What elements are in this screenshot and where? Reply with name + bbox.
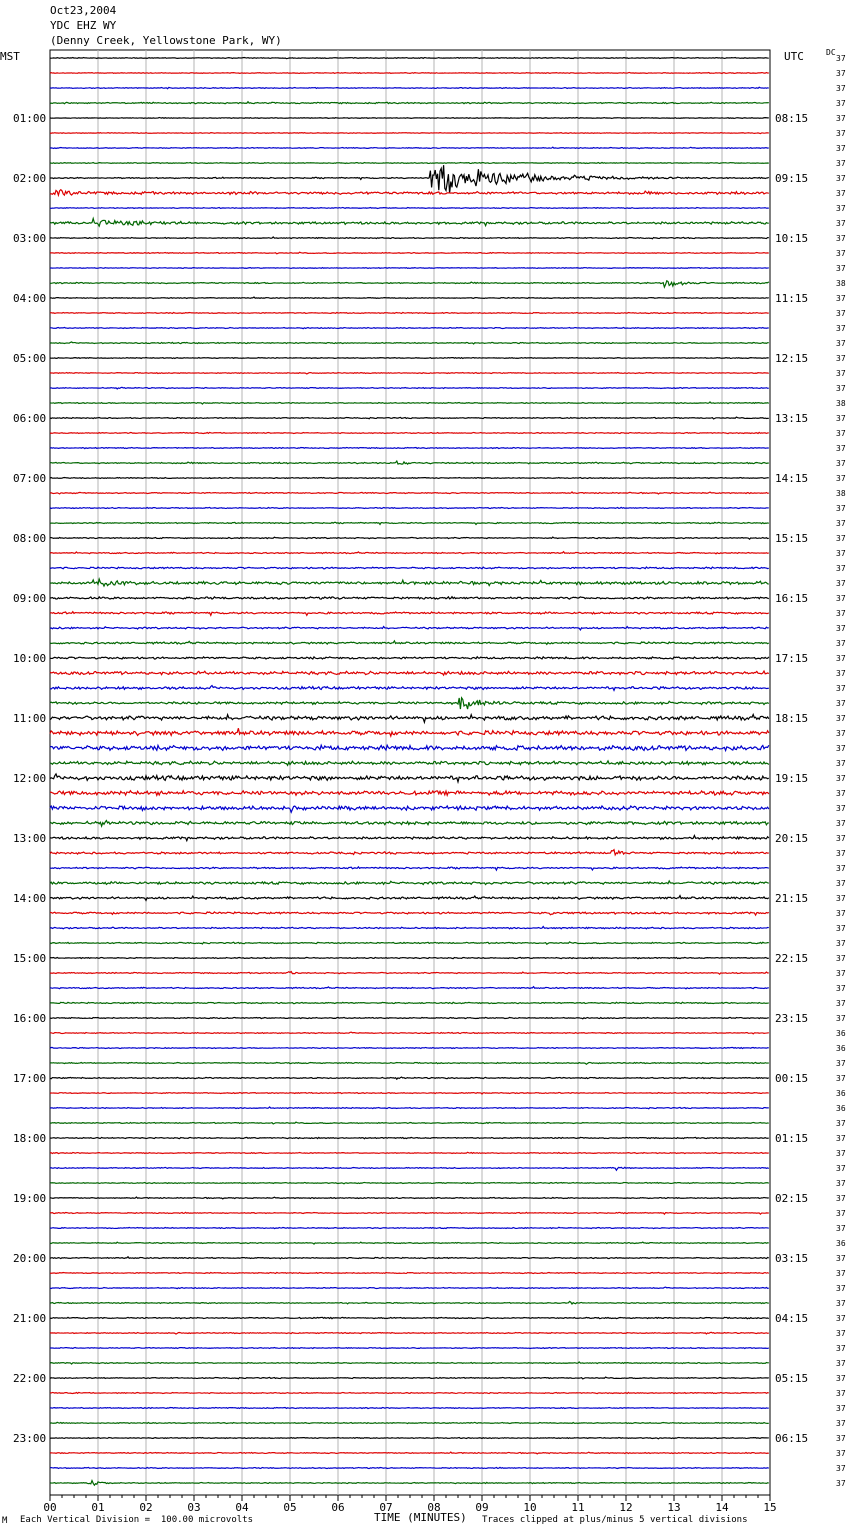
trace-line xyxy=(50,492,769,494)
dc-offset-value: 37 xyxy=(836,1329,846,1338)
x-tick-label: 03 xyxy=(187,1501,201,1514)
left-hour-label: 21:00 xyxy=(13,1312,47,1325)
trace-line xyxy=(50,597,769,600)
trace-line xyxy=(50,1152,769,1153)
trace-line xyxy=(50,942,769,944)
header-location: (Denny Creek, Yellowstone Park, WY) xyxy=(50,34,282,47)
dc-offset-value: 38 xyxy=(836,279,846,288)
dc-offset-value: 37 xyxy=(836,1374,846,1383)
x-tick-label: 08 xyxy=(427,1501,441,1514)
left-hour-label: 18:00 xyxy=(13,1132,47,1145)
trace-line xyxy=(50,821,769,827)
trace-line xyxy=(50,477,769,478)
right-hour-label: 14:15 xyxy=(775,472,809,485)
trace-line xyxy=(50,715,769,723)
trace-line xyxy=(50,387,769,389)
trace-line xyxy=(50,1212,769,1214)
dc-offset-value: 37 xyxy=(836,1404,846,1413)
dc-offset-value: 37 xyxy=(836,639,846,648)
dc-offset-value: 37 xyxy=(836,459,846,468)
left-hour-label: 19:00 xyxy=(13,1192,47,1205)
trace-line xyxy=(50,1467,769,1468)
dc-offset-value: 37 xyxy=(836,1149,846,1158)
dc-offset-value: 37 xyxy=(836,234,846,243)
header-date: Oct23,2004 xyxy=(50,4,117,17)
dc-offset-value: 37 xyxy=(836,984,846,993)
dc-offset-value: 37 xyxy=(836,729,846,738)
trace-line xyxy=(50,268,769,269)
left-hour-label: 04:00 xyxy=(13,292,47,305)
trace-line xyxy=(50,1257,769,1259)
dc-offset-value: 37 xyxy=(836,474,846,483)
trace-line xyxy=(50,190,769,195)
dc-offset-value: 37 xyxy=(836,69,846,78)
trace-line xyxy=(50,1362,769,1364)
dc-offset-value: 37 xyxy=(836,1164,846,1173)
trace-line xyxy=(50,447,769,448)
trace-line xyxy=(50,1332,769,1334)
left-hour-label: 07:00 xyxy=(13,472,47,485)
right-hour-label: 21:15 xyxy=(775,892,809,905)
dc-offset-value: 36 xyxy=(836,1239,846,1248)
right-hour-label: 02:15 xyxy=(775,1192,809,1205)
trace-line xyxy=(50,417,769,419)
dc-offset-value: 37 xyxy=(836,669,846,678)
dc-offset-value: 37 xyxy=(836,549,846,558)
left-hour-label: 20:00 xyxy=(13,1252,47,1265)
right-hour-label: 19:15 xyxy=(775,772,809,785)
dc-offset-value: 37 xyxy=(836,774,846,783)
dc-offset-value: 37 xyxy=(836,879,846,888)
trace-line xyxy=(50,522,769,524)
right-timezone-label: UTC xyxy=(784,50,804,63)
trace-line xyxy=(50,218,769,226)
dc-offset-value: 37 xyxy=(836,264,846,273)
trace-line xyxy=(50,881,769,885)
dc-offset-value: 37 xyxy=(836,369,846,378)
left-hour-label: 03:00 xyxy=(13,232,47,245)
left-hour-label: 02:00 xyxy=(13,172,47,185)
x-tick-label: 02 xyxy=(139,1501,153,1514)
dc-offset-value: 37 xyxy=(836,699,846,708)
footer-scale-note: Each Vertical Division = 100.00 microvolts xyxy=(20,1515,253,1525)
left-hour-label: 15:00 xyxy=(13,952,47,965)
dc-offset-value: 37 xyxy=(836,1419,846,1428)
trace-line xyxy=(50,1452,769,1454)
trace-line xyxy=(50,358,769,359)
trace-line xyxy=(50,728,769,736)
x-tick-label: 15 xyxy=(763,1501,777,1514)
trace-line xyxy=(50,1122,769,1124)
dc-offset-value: 37 xyxy=(836,609,846,618)
dc-offset-value: 36 xyxy=(836,1029,846,1038)
trace-line xyxy=(50,1437,769,1438)
trace-line xyxy=(50,1137,769,1138)
dc-offset-value: 37 xyxy=(836,864,846,873)
trace-line xyxy=(50,402,769,404)
trace-line xyxy=(50,1227,769,1228)
trace-line xyxy=(50,1017,769,1018)
dc-offset-value: 37 xyxy=(836,1344,846,1353)
dc-offset-value: 37 xyxy=(836,1119,846,1128)
footer-corner-mark: M xyxy=(2,1516,8,1526)
right-hour-label: 03:15 xyxy=(775,1252,809,1265)
x-tick-label: 05 xyxy=(283,1501,297,1514)
dc-offset-value: 37 xyxy=(836,534,846,543)
x-axis-title: TIME (MINUTES) xyxy=(374,1511,467,1524)
trace-line xyxy=(50,835,769,840)
dc-offset-value: 37 xyxy=(836,354,846,363)
dc-offset-value: 37 xyxy=(836,624,846,633)
right-hour-label: 04:15 xyxy=(775,1312,809,1325)
trace-line xyxy=(50,912,769,915)
dc-offset-value: 37 xyxy=(836,819,846,828)
left-hour-label: 13:00 xyxy=(13,832,47,845)
x-tick-label: 10 xyxy=(523,1501,537,1514)
trace-line xyxy=(50,686,769,691)
x-tick-label: 00 xyxy=(43,1501,57,1514)
dc-offset-value: 37 xyxy=(836,114,846,123)
dc-offset-value: 37 xyxy=(836,519,846,528)
dc-offset-value: 37 xyxy=(836,1434,846,1443)
right-hour-label: 15:15 xyxy=(775,532,809,545)
dc-offset-value: 38 xyxy=(836,399,846,408)
dc-offset-value: 37 xyxy=(836,339,846,348)
trace-line xyxy=(50,957,769,958)
dc-offset-value: 37 xyxy=(836,219,846,228)
trace-line xyxy=(50,312,769,313)
dc-label: DC xyxy=(826,48,836,57)
trace-line xyxy=(50,671,769,675)
trace-line xyxy=(50,1377,769,1379)
dc-offset-value: 37 xyxy=(836,834,846,843)
dc-offset-value: 37 xyxy=(836,1014,846,1023)
trace-line xyxy=(50,1167,769,1170)
trace-line xyxy=(50,1392,769,1393)
dc-offset-value: 37 xyxy=(836,99,846,108)
right-hour-label: 18:15 xyxy=(775,712,809,725)
left-timezone-label: MST xyxy=(0,50,20,63)
dc-offset-value: 37 xyxy=(836,654,846,663)
trace-line xyxy=(50,162,769,163)
x-tick-label: 01 xyxy=(91,1501,105,1514)
dc-offset-value: 37 xyxy=(836,144,846,153)
dc-offset-value: 37 xyxy=(836,714,846,723)
trace-line xyxy=(50,850,769,855)
dc-offset-value: 37 xyxy=(836,444,846,453)
trace-line xyxy=(50,1197,769,1199)
dc-offset-value: 37 xyxy=(836,954,846,963)
left-hour-label: 22:00 xyxy=(13,1372,47,1385)
trace-line xyxy=(50,1242,769,1244)
trace-line xyxy=(50,537,769,539)
dc-offset-value: 37 xyxy=(836,909,846,918)
dc-offset-value: 37 xyxy=(836,1254,846,1263)
trace-line xyxy=(50,1347,769,1348)
dc-offset-value: 37 xyxy=(836,1134,846,1143)
trace-line xyxy=(50,102,769,104)
x-tick-label: 04 xyxy=(235,1501,249,1514)
dc-offset-value: 37 xyxy=(836,684,846,693)
trace-line xyxy=(50,133,769,134)
left-hour-label: 09:00 xyxy=(13,592,47,605)
dc-offset-value: 37 xyxy=(836,894,846,903)
trace-line xyxy=(50,207,769,208)
x-tick-label: 11 xyxy=(571,1501,585,1514)
trace-line xyxy=(50,237,769,239)
dc-offset-value: 37 xyxy=(836,384,846,393)
trace-line xyxy=(50,327,769,328)
right-hour-label: 23:15 xyxy=(775,1012,809,1025)
trace-line xyxy=(50,579,769,586)
left-hour-label: 06:00 xyxy=(13,412,47,425)
dc-offset-value: 37 xyxy=(836,1269,846,1278)
trace-line xyxy=(50,745,769,750)
trace-line xyxy=(50,612,769,616)
trace-line xyxy=(50,432,769,433)
right-hour-label: 00:15 xyxy=(775,1072,809,1085)
trace-line xyxy=(50,791,769,796)
dc-offset-value: 37 xyxy=(836,249,846,258)
trace-line xyxy=(50,926,769,928)
x-tick-label: 07 xyxy=(379,1501,393,1514)
trace-line xyxy=(50,117,769,118)
dc-offset-value: 37 xyxy=(836,414,846,423)
x-tick-label: 09 xyxy=(475,1501,489,1514)
right-hour-label: 05:15 xyxy=(775,1372,809,1385)
trace-line xyxy=(50,896,769,901)
left-hour-label: 17:00 xyxy=(13,1072,47,1085)
dc-offset-value: 37 xyxy=(836,1059,846,1068)
trace-line xyxy=(50,281,769,287)
trace-line xyxy=(50,87,769,88)
right-hour-label: 06:15 xyxy=(775,1432,809,1445)
dc-offset-value: 37 xyxy=(836,579,846,588)
dc-offset-value: 37 xyxy=(836,204,846,213)
x-tick-label: 12 xyxy=(619,1501,633,1514)
dc-offset-value: 37 xyxy=(836,1074,846,1083)
dc-offset-value: 37 xyxy=(836,1464,846,1473)
dc-offset-value: 37 xyxy=(836,789,846,798)
dc-offset-value: 37 xyxy=(836,939,846,948)
dc-offset-value: 37 xyxy=(836,429,846,438)
dc-offset-value: 37 xyxy=(836,1299,846,1308)
trace-line xyxy=(50,641,769,645)
trace-line xyxy=(50,698,769,709)
trace-line xyxy=(50,627,769,630)
trace-line xyxy=(50,806,769,812)
dc-offset-value: 37 xyxy=(836,129,846,138)
right-hour-label: 12:15 xyxy=(775,352,809,365)
dc-offset-value: 37 xyxy=(836,84,846,93)
dc-offset-value: 37 xyxy=(836,174,846,183)
trace-line xyxy=(50,867,769,870)
trace-line xyxy=(50,1272,769,1273)
dc-offset-value: 37 xyxy=(836,759,846,768)
dc-offset-value: 37 xyxy=(836,969,846,978)
right-hour-label: 13:15 xyxy=(775,412,809,425)
dc-offset-value: 37 xyxy=(836,1209,846,1218)
trace-line xyxy=(50,373,769,374)
plot-frame xyxy=(50,50,770,1495)
dc-offset-value: 37 xyxy=(836,804,846,813)
trace-line xyxy=(50,1301,769,1304)
right-hour-label: 11:15 xyxy=(775,292,809,305)
trace-line xyxy=(50,657,769,659)
trace-line xyxy=(50,567,769,569)
dc-offset-value: 37 xyxy=(836,744,846,753)
right-hour-label: 09:15 xyxy=(775,172,809,185)
dc-offset-value: 36 xyxy=(836,1104,846,1113)
right-hour-label: 10:15 xyxy=(775,232,809,245)
right-hour-label: 16:15 xyxy=(775,592,809,605)
dc-offset-value: 37 xyxy=(836,1389,846,1398)
trace-line xyxy=(50,1032,769,1034)
dc-offset-value: 37 xyxy=(836,1179,846,1188)
trace-line xyxy=(50,342,769,344)
left-hour-label: 01:00 xyxy=(13,112,47,125)
left-hour-label: 12:00 xyxy=(13,772,47,785)
trace-line xyxy=(50,297,769,299)
dc-offset-value: 37 xyxy=(836,54,846,63)
trace-line xyxy=(50,1077,769,1079)
trace-line xyxy=(50,972,769,975)
trace-line xyxy=(50,165,769,193)
dc-offset-value: 37 xyxy=(836,999,846,1008)
right-hour-label: 22:15 xyxy=(775,952,809,965)
dc-offset-value: 37 xyxy=(836,309,846,318)
x-tick-label: 06 xyxy=(331,1501,345,1514)
left-hour-label: 23:00 xyxy=(13,1432,47,1445)
dc-offset-value: 37 xyxy=(836,1449,846,1458)
dc-offset-value: 37 xyxy=(836,1314,846,1323)
trace-line xyxy=(50,1062,769,1064)
dc-offset-value: 37 xyxy=(836,849,846,858)
trace-line xyxy=(50,147,769,149)
trace-line xyxy=(50,507,769,508)
trace-line xyxy=(50,1287,769,1289)
dc-offset-value: 37 xyxy=(836,189,846,198)
dc-offset-value: 37 xyxy=(836,1479,846,1488)
left-hour-label: 08:00 xyxy=(13,532,47,545)
right-hour-label: 20:15 xyxy=(775,832,809,845)
trace-line xyxy=(50,1107,769,1109)
dc-offset-value: 37 xyxy=(836,564,846,573)
x-tick-label: 13 xyxy=(667,1501,681,1514)
dc-offset-value: 37 xyxy=(836,159,846,168)
dc-offset-value: 37 xyxy=(836,1194,846,1203)
dc-offset-value: 38 xyxy=(836,489,846,498)
right-hour-label: 01:15 xyxy=(775,1132,809,1145)
trace-line xyxy=(50,58,769,59)
trace-line xyxy=(50,1481,769,1486)
trace-line xyxy=(50,1422,769,1423)
right-hour-label: 17:15 xyxy=(775,652,809,665)
trace-line xyxy=(50,1317,769,1318)
trace-line xyxy=(50,761,769,765)
right-hour-label: 08:15 xyxy=(775,112,809,125)
dc-offset-value: 36 xyxy=(836,1089,846,1098)
trace-line xyxy=(50,552,769,554)
left-hour-label: 05:00 xyxy=(13,352,47,365)
dc-offset-value: 37 xyxy=(836,324,846,333)
dc-offset-value: 37 xyxy=(836,924,846,933)
trace-line xyxy=(50,1407,769,1408)
trace-line xyxy=(50,252,769,254)
x-tick-label: 14 xyxy=(715,1501,729,1514)
dc-offset-value: 37 xyxy=(836,1359,846,1368)
left-hour-label: 10:00 xyxy=(13,652,47,665)
header-station: YDC EHZ WY xyxy=(50,19,117,32)
trace-line xyxy=(50,1047,769,1048)
dc-offset-value: 37 xyxy=(836,294,846,303)
dc-offset-value: 37 xyxy=(836,1224,846,1233)
trace-line xyxy=(50,1002,769,1003)
dc-offset-value: 37 xyxy=(836,504,846,513)
trace-line xyxy=(50,1182,769,1183)
footer-clip-note: Traces clipped at plus/minus 5 vertical divisions xyxy=(482,1515,748,1525)
dc-offset-value: 36 xyxy=(836,1044,846,1053)
left-hour-label: 11:00 xyxy=(13,712,47,725)
trace-line xyxy=(50,774,769,782)
left-hour-label: 16:00 xyxy=(13,1012,47,1025)
trace-line xyxy=(50,461,769,464)
left-hour-label: 14:00 xyxy=(13,892,47,905)
trace-line xyxy=(50,72,769,73)
trace-line xyxy=(50,987,769,989)
trace-line xyxy=(50,1092,769,1094)
dc-offset-value: 37 xyxy=(836,594,846,603)
dc-offset-value: 37 xyxy=(836,1284,846,1293)
